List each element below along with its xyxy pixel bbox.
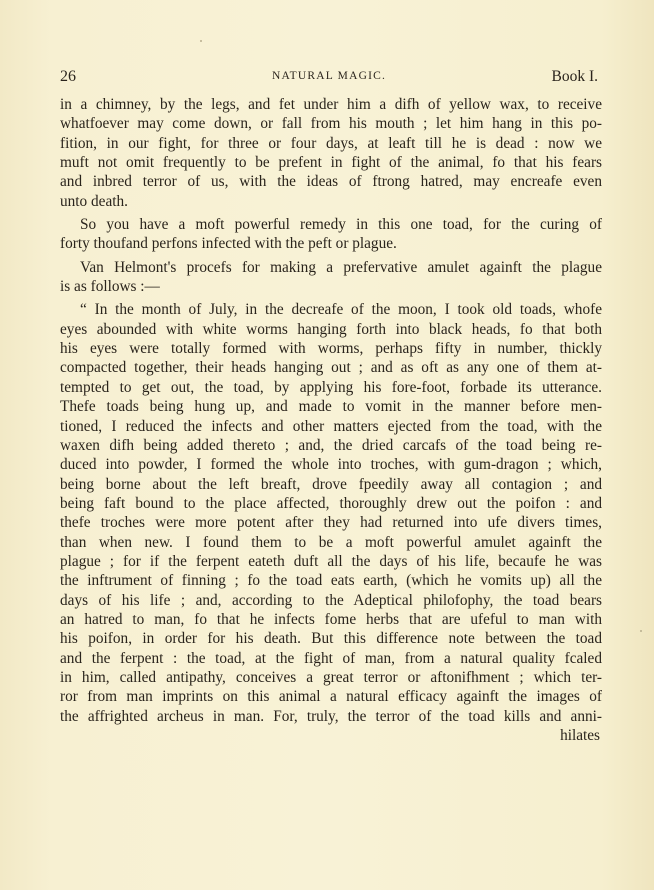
text-line: in a chimney, by the legs, and fet under him a difh of yellow wax, to receive <box>60 96 602 113</box>
text-line: being faft bound to the place affected, thoroughly drew out the poifon : and <box>60 494 602 512</box>
text-line: duced into powder, I formed the whole into troches, with gum-dragon ; which, <box>60 456 602 474</box>
text-line: plague ; for if the ferpent eateth duft all the days of his life, becaufe he was <box>60 552 602 570</box>
text-line: ror from man imprints on this animal a natural efficacy againft the images of <box>60 688 602 706</box>
page-header <box>60 68 598 88</box>
text-line: forty thoufand perfons infected with the peft or plague. <box>60 235 397 253</box>
book-label: Book I. <box>551 68 598 85</box>
text-line: being borne about the left breaft, drove fpeedily away all contagion ; and <box>60 475 602 493</box>
paragraph <box>60 95 602 211</box>
text-line: unto death. <box>60 192 128 210</box>
text-line: tempted to get out, the toad, by applying his fore-foot, forbade its utterance. <box>60 378 602 396</box>
text-line: an hatred to man, fo that he infects fome herbs that are ufeful to man with <box>60 610 602 628</box>
body-text <box>60 95 602 745</box>
text-line: eyes abounded with white worms hanging forth into black heads, fo that both <box>60 320 602 338</box>
text-line: whatfoever may come down, or fall from his mouth ; let him hang in this po- <box>60 115 602 133</box>
text-line: muft not omit frequently to be prefent in fight of the animal, fo that his fears <box>60 154 602 172</box>
text-line: than when new. I found them to be a moft powerful amulet againft the <box>60 533 602 551</box>
text-line: and the ferpent : the toad, at the fight of man, from a natural quality fcaled <box>60 649 602 667</box>
paragraph <box>60 215 602 254</box>
page-number: 26 <box>60 68 76 85</box>
paper-speck <box>200 40 202 42</box>
text-line: the affrighted archeus in man. For, truly, the terror of the toad kills and anni- <box>60 707 602 725</box>
text-line: compacted together, their heads hanging out ; and as oft as any one of them at- <box>60 359 602 377</box>
text-line: days of his life ; and, according to the Adeptical philofophy, the toad bears <box>60 591 602 609</box>
text-line: thefe troches were more potent after they had returned into ufe divers times, <box>60 514 602 532</box>
text-line: the inftrument of finning ; fo the toad eats earth, (which he vomits up) all the <box>60 572 602 590</box>
text-line: tioned, I reduced the infects and other matters ejected from the toad, with the <box>60 417 602 435</box>
paragraph <box>60 300 602 726</box>
text-line: his poifon, in order for his death. But this difference note between the toad <box>60 630 602 648</box>
paragraph <box>60 258 602 297</box>
paper-speck <box>640 630 642 632</box>
text-line: “ In the month of July, in the decreafe of the moon, I took old toads, whofe <box>80 301 602 319</box>
text-line: fition, in our fight, for three or four days, at leaft till he is dead : now we <box>60 134 602 152</box>
text-line: waxen difh being added thereto ; and, the dried carcafs of the toad being re- <box>60 436 602 454</box>
text-line: and inbred terror of us, with the ideas of ftrong hatred, may encreafe even <box>60 173 602 191</box>
text-line: Thefe toads being hung up, and made to vomit in the manner before men- <box>60 398 602 416</box>
text-line: So you have a moft powerful remedy in this one toad, for the curing of <box>80 216 602 234</box>
running-title: NATURAL MAGIC. <box>271 70 387 82</box>
text-line: in him, called antipathy, conceives a great terror or aftonifhment ; which ter- <box>60 668 602 686</box>
catchword: hilates <box>560 727 600 744</box>
text-line: his eyes were totally formed with worms, perhaps fifty in number, thickly <box>60 340 602 358</box>
text-line: is as follows :— <box>60 278 160 296</box>
text-line: Van Helmont's procefs for making a prefervative amulet againft the plague <box>80 258 602 276</box>
